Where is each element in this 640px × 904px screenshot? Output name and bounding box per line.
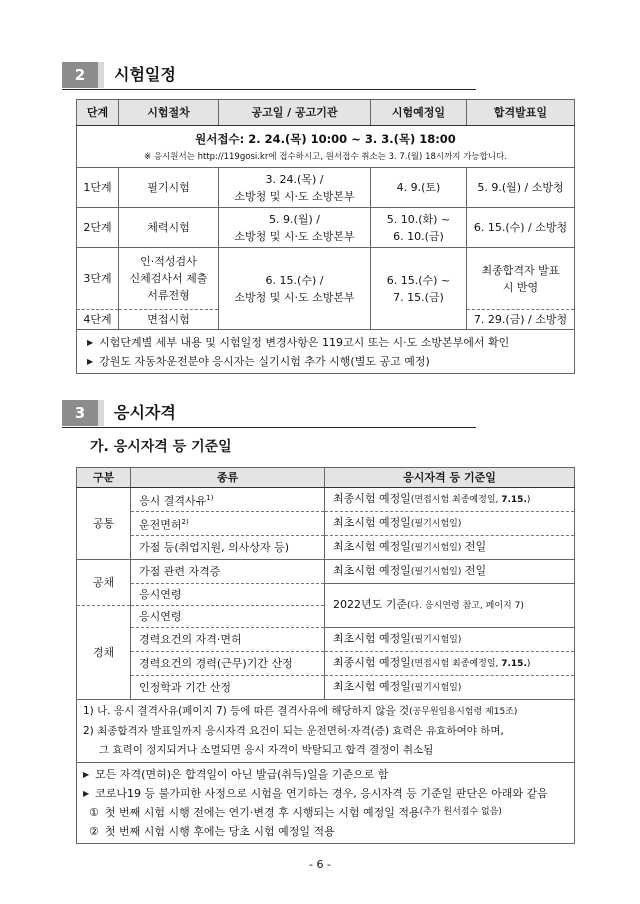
result-line: 시 반영 (502, 280, 539, 294)
header-cell: 단계 (77, 100, 119, 126)
section-title: 응시자격 (114, 403, 176, 422)
date-sub: (필기시험일) (410, 567, 462, 577)
section-number: 3 (62, 400, 98, 426)
triangle-bullet-icon: ▶ (87, 337, 94, 347)
group-cell: 공채 (77, 560, 131, 606)
footnote-mark: 2) (181, 517, 189, 526)
exam-date-cell (371, 208, 467, 248)
notice-cell (219, 208, 371, 248)
header-cell: 응시자격 등 기준일 (325, 468, 575, 488)
type-cell: 인정학과 기간 산정 (131, 676, 325, 700)
date-cell (325, 628, 575, 652)
table-row (77, 676, 575, 700)
section-number: 2 (62, 62, 98, 88)
qualification-table (76, 467, 575, 844)
section-number-accent (98, 400, 104, 426)
group-cell: 공통 (77, 488, 131, 560)
note-box (77, 763, 575, 844)
stage-cell: 2단계 (77, 208, 119, 248)
footnote-2-cont: 그 효력이 정지되거나 소멸되면 응시 자격이 박탈되고 합격 결정이 취소됨 (99, 744, 434, 756)
date-tail: 전일 (461, 564, 487, 577)
date-cell (325, 584, 575, 628)
table-row (77, 248, 575, 310)
exam-date-cell (371, 248, 467, 330)
procedure-line: 신체검사서 제출 (129, 272, 208, 285)
date-cell (325, 488, 575, 512)
application-row (77, 126, 575, 168)
header-cell: 종류 (131, 468, 325, 488)
date-main: 최종시험 예정일 (333, 492, 411, 505)
group-cell: 경채 (77, 606, 131, 700)
result-cell: 6. 15.(수) / 소방청 (467, 208, 575, 248)
table-header-row (77, 468, 575, 488)
header-cell: 시험예정일 (371, 100, 467, 126)
notice-agency: 소방청 및 시·도 소방본부 (234, 189, 355, 203)
notice-agency: 소방청 및 시·도 소방본부 (234, 290, 355, 304)
exam-date-start: 6. 15.(수) ~ (386, 273, 451, 287)
table-row (77, 208, 575, 248)
result-cell: 7. 29.(금) / 소방청 (467, 310, 575, 330)
date-main: 최종시험 예정일 (333, 656, 411, 669)
note-item (83, 765, 568, 784)
table-row (77, 628, 575, 652)
date-sub: (필기시험일) (410, 543, 462, 553)
table-row (77, 536, 575, 560)
triangle-bullet-icon: ▶ (87, 356, 94, 366)
notice-text: 시험단계별 세부 내용 및 시험일정 변경사항은 119고시 또는 시·도 소방본부에서 확인 (99, 335, 510, 349)
date-main: 최초시험 예정일 (333, 564, 411, 577)
footnote-source: (공무원임용시험령 제15조) (409, 707, 518, 717)
table-row (77, 512, 575, 536)
date-bold: 7.15. (501, 659, 527, 669)
date-cell (325, 676, 575, 700)
notice-item (87, 352, 574, 371)
date-main: 최초시험 예정일 (333, 540, 411, 553)
notice-row (77, 330, 575, 374)
table-header-row (77, 100, 575, 126)
result-cell: 5. 9.(월) / 소방청 (467, 168, 575, 208)
application-cell (77, 126, 575, 168)
note-item (83, 784, 568, 803)
result-cell (467, 248, 575, 310)
sub-note-text: 첫 번째 시험 시행 전에는 연기·변경 후 시행되는 시험 예정일 적용 (104, 806, 420, 819)
date-sub: (면접시험 최종예정일, (410, 659, 502, 669)
date-main: 최초시험 예정일 (333, 632, 411, 645)
date-sub: (필기시험일) (410, 519, 462, 529)
type-cell: 가점 관련 자격증 (131, 560, 325, 584)
exam-schedule-table (76, 99, 575, 374)
table-row (77, 584, 575, 606)
type-cell: 응시연령 (131, 606, 325, 628)
notice-item (87, 333, 574, 352)
type-cell (131, 488, 325, 512)
type-text: 운전면허 (139, 518, 182, 532)
exam-date-end: 7. 15.(금) (393, 290, 444, 304)
table-row (77, 560, 575, 584)
triangle-bullet-icon: ▶ (83, 770, 90, 779)
date-main: 최초시험 예정일 (333, 516, 411, 529)
notice-box (77, 330, 575, 374)
table-row (77, 488, 575, 512)
stage-cell: 4단계 (77, 310, 119, 330)
stage-cell: 1단계 (77, 168, 119, 208)
sub-note-text: 첫 번째 시험 시행 후에는 당초 시험 예정일 적용 (104, 825, 335, 838)
type-cell: 경력요건의 자격·면허 (131, 628, 325, 652)
section-number-accent (98, 62, 104, 88)
date-main: 최초시험 예정일 (333, 680, 411, 693)
sub-note-small: (추가 원서접수 없음) (419, 807, 502, 817)
exam-date-start: 5. 10.(화) ~ (386, 212, 451, 226)
date-sub: (필기시험일) (410, 683, 462, 693)
date-cell (325, 536, 575, 560)
footnote-2: 2) 최종합격자 발표일까지 응시자격 요건이 되는 운전면허·자격(증) 효력은 유효하여야 하며, (83, 725, 504, 737)
procedure-cell: 필기시험 (119, 168, 219, 208)
procedure-line: 인·적성검사 (140, 255, 197, 268)
note-text: 모든 자격(면허)은 합격일이 아닌 발급(취득)일을 기준으로 함 (95, 768, 389, 781)
circled-number: ① (89, 806, 99, 819)
exam-date-end: 6. 10.(금) (393, 229, 444, 243)
table-row (77, 652, 575, 676)
exam-date-cell: 4. 9.(토) (371, 168, 467, 208)
section-title: 시험일정 (114, 65, 176, 84)
header-cell: 구분 (77, 468, 131, 488)
section-2-header (62, 62, 476, 90)
date-bold: 7.15. (501, 495, 527, 505)
type-cell: 가점 등(취업지원, 의사상자 등) (131, 536, 325, 560)
header-cell: 시험절차 (119, 100, 219, 126)
type-cell: 응시연령 (131, 584, 325, 606)
date-sub: (다. 응시연령 참고, 페이지 7) (407, 601, 524, 611)
footnote-box (77, 700, 575, 763)
date-cell (325, 652, 575, 676)
date-tail: 전일 (461, 540, 487, 553)
type-cell (131, 512, 325, 536)
notice-agency: 소방청 및 시·도 소방본부 (234, 229, 355, 243)
procedure-cell (119, 248, 219, 310)
footnote-mark: 1) (206, 493, 214, 502)
notice-text: 강원도 자동차운전분야 응시자는 실기시험 추가 시행(별도 공고 예정) (99, 354, 430, 368)
footnote-1 (83, 702, 568, 722)
note-row (77, 763, 575, 844)
footnote-text: 1) 나. 응시 결격사유(페이지 7) 등에 따른 결격사유에 해당하지 않을 것 (83, 705, 410, 717)
section-3-header (62, 400, 476, 428)
date-sub: (면접시험 최종예정일, (410, 495, 502, 505)
procedure-cell: 면접시험 (119, 310, 219, 330)
note-text: 코로나19 등 불가피한 사정으로 시험을 연기하는 경우, 응시자격 등 기준일 판단은 아래와 같음 (95, 787, 548, 800)
date-main: 2022년도 기준 (333, 598, 407, 611)
date-end: ) (526, 495, 531, 505)
date-cell (325, 560, 575, 584)
triangle-bullet-icon: ▶ (83, 789, 90, 798)
date-end: ) (526, 659, 531, 669)
sub-note (83, 822, 568, 841)
table-row (77, 168, 575, 208)
header-cell: 합격발표일 (467, 100, 575, 126)
page-number: - 6 - (309, 858, 331, 871)
circled-number: ② (89, 825, 99, 838)
type-cell: 경력요건의 경력(근무)기간 산정 (131, 652, 325, 676)
stage-cell: 3단계 (77, 248, 119, 310)
notice-date: 6. 15.(수) / (265, 273, 324, 287)
subheading: 가. 응시자격 등 기준일 (90, 439, 232, 455)
sub-note (83, 803, 568, 822)
type-text: 응시 결격사유 (139, 494, 207, 508)
date-sub: (필기시험일) (410, 635, 462, 645)
notice-cell (219, 248, 371, 330)
header-cell: 공고일 / 공고기관 (219, 100, 371, 126)
date-cell (325, 512, 575, 536)
notice-date: 5. 9.(월) / (269, 212, 320, 226)
notice-date: 3. 24.(목) / (265, 172, 324, 186)
procedure-line: 서류전형 (147, 289, 190, 302)
result-line: 최종합격자 발표 (481, 263, 560, 277)
notice-cell (219, 168, 371, 208)
footnote-row (77, 700, 575, 763)
application-period: 원서접수: 2. 24.(목) 10:00 ~ 3. 3.(목) 18:00 (195, 131, 456, 146)
application-note: ※ 응시원서는 http://119gosi.kr에 접수하시고, 원서접수 취소는 3. 7.(월) 18시까지 가능합니다. (144, 151, 507, 162)
procedure-cell: 체력시험 (119, 208, 219, 248)
